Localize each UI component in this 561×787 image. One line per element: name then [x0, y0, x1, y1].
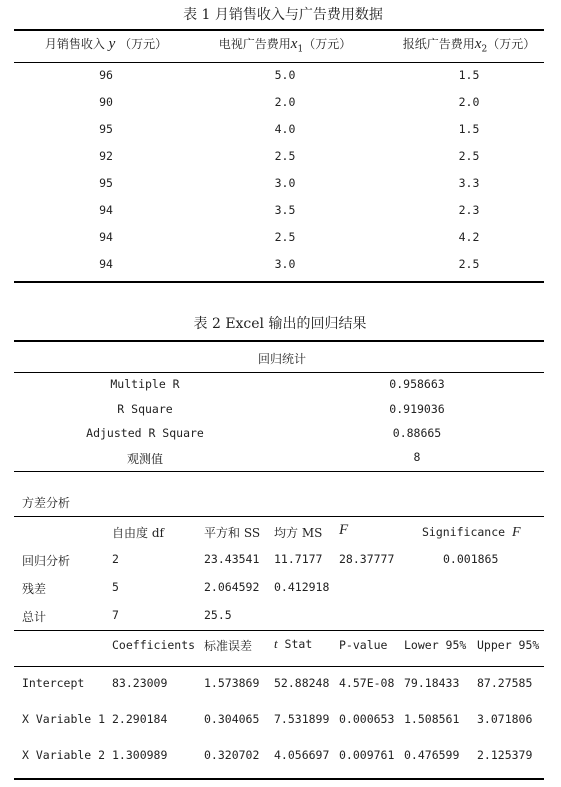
table-cell: 3.3 [458, 176, 480, 190]
table-cell: 94 [99, 230, 113, 244]
stat-value: 0.88665 [392, 426, 442, 440]
table-cell: 2.290184 [112, 712, 168, 726]
table-cell: 1.5 [458, 68, 480, 82]
table-cell: 0.476599 [404, 748, 460, 762]
table-cell: 2.0 [458, 95, 480, 109]
table2-title: 表 2 Excel 输出的回归结果 [193, 316, 367, 332]
table-cell: 0.001865 [443, 552, 499, 566]
table-cell: 79.18433 [404, 676, 460, 690]
coef-header-coefficients: Coefficients [112, 638, 196, 652]
coef-header-rule [14, 666, 544, 667]
table1-header-x1 [219, 35, 351, 54]
coef-header-upper: Upper 95% [477, 638, 540, 652]
header-x2-sub: 2 [481, 44, 488, 55]
anova-header-ms: 均方 MS [274, 526, 323, 540]
table-cell: 87.27585 [477, 676, 533, 690]
table-cell: 3.071806 [477, 712, 533, 726]
table1-header-x2 [403, 35, 535, 54]
stat-label: R Square [117, 402, 173, 416]
table-cell: 3.0 [274, 257, 296, 271]
table-cell: 0.000653 [339, 712, 395, 726]
header-y-unit: （万元） [119, 37, 168, 51]
anova-label: 方差分析 [22, 496, 71, 510]
table-cell: 83.23009 [112, 676, 168, 690]
table-cell: 2 [112, 552, 119, 566]
table-cell: 5.0 [274, 68, 296, 82]
anova-row-label: 残差 [22, 582, 47, 596]
table-cell: 28.37777 [339, 552, 395, 566]
header-x2-var: x [474, 36, 482, 52]
regression-stats-bottom-rule [14, 471, 544, 472]
header-y-label: 月销售收入 [44, 37, 105, 51]
table-cell: 4.2 [458, 230, 480, 244]
header-x1-sub: 1 [297, 44, 304, 55]
table-cell: 1.5 [458, 122, 480, 136]
table-cell: 23.43541 [204, 552, 260, 566]
table-cell: 0.412918 [274, 580, 330, 594]
stat-value: 0.919036 [389, 402, 445, 416]
table-cell: 4.056697 [274, 748, 330, 762]
stat-label: Adjusted R Square [86, 426, 204, 440]
table-cell: 7.531899 [274, 712, 330, 726]
regression-stats-rule [14, 372, 544, 373]
stat-label: Multiple R [110, 377, 180, 391]
table-cell: 7 [112, 608, 119, 622]
anova-header-ss: 平方和 SS [204, 526, 261, 540]
table2-bottom-rule [14, 778, 544, 780]
table2-top-rule [14, 340, 544, 342]
header-y-var: y [108, 36, 116, 52]
table-cell: 3.5 [274, 203, 296, 217]
header-x1-label: 电视广告费用 [218, 37, 291, 51]
table-cell: 90 [99, 95, 113, 109]
table-cell: 95 [99, 122, 113, 136]
anova-bottom-rule [14, 630, 544, 631]
table1-header-rule [14, 62, 544, 63]
table-cell: 5 [112, 580, 119, 594]
coef-header-pvalue: P-value [339, 638, 388, 652]
table-cell: 2.5 [458, 149, 480, 163]
stat-value: 8 [413, 450, 421, 464]
table1-bottom-rule [14, 281, 544, 283]
table-cell: 1.573869 [204, 676, 260, 690]
header-x2-unit: （万元） [487, 37, 536, 51]
anova-header-df: 自由度 df [112, 526, 164, 540]
regression-stats-header: 回归统计 [257, 352, 307, 366]
sig-f-text: Significance [422, 525, 513, 539]
header-x2-label: 报纸广告费用 [402, 37, 475, 51]
table-cell: 2.125379 [477, 748, 533, 762]
table-cell: 2.0 [274, 95, 296, 109]
table1-top-rule [14, 29, 544, 31]
sig-f-italic: F [512, 525, 521, 540]
stat-value: 0.958663 [389, 377, 445, 391]
table-cell: 25.5 [204, 608, 232, 622]
table-cell: 2.3 [458, 203, 480, 217]
table-cell: 4.0 [274, 122, 296, 136]
table-cell: 52.88248 [274, 676, 330, 690]
header-x1-unit: （万元） [303, 37, 352, 51]
table-cell: 92 [99, 149, 113, 163]
table-cell: 95 [99, 176, 113, 190]
table-cell: 1.300989 [112, 748, 168, 762]
coef-header-se: 标准误差 [204, 639, 253, 653]
coef-header-lower: Lower 95% [404, 638, 467, 652]
table-cell: 94 [99, 257, 113, 271]
anova-row-label: 回归分析 [22, 554, 71, 568]
table-cell: 11.7177 [274, 552, 323, 566]
table1-header-y [45, 35, 167, 53]
coef-row-label: Intercept [22, 676, 85, 690]
coef-row-label: X Variable 1 [22, 712, 106, 726]
table-cell: 2.5 [458, 257, 480, 271]
table-cell: 2.064592 [204, 580, 260, 594]
table-cell: 3.0 [274, 176, 296, 190]
table-cell: 0.009761 [339, 748, 395, 762]
coef-row-label: X Variable 2 [22, 748, 106, 762]
header-x1-var: x [290, 36, 298, 52]
table-cell: 94 [99, 203, 113, 217]
anova-top-rule [14, 516, 544, 517]
table-cell: 0.320702 [204, 748, 260, 762]
table-cell: 96 [99, 68, 113, 82]
stat-label: 观测值 [126, 452, 164, 466]
table-cell: 1.508561 [404, 712, 460, 726]
table-cell: 0.304065 [204, 712, 260, 726]
coef-header-tstat: t Stat [274, 636, 313, 651]
table-cell: 2.5 [274, 149, 296, 163]
anova-row-label: 总计 [22, 610, 47, 624]
table1-title: 表 1 月销售收入与广告费用数据 [183, 7, 383, 23]
anova-header-f: F [339, 522, 349, 538]
table-cell: 4.57E-08 [339, 676, 395, 690]
table-cell: 2.5 [274, 230, 296, 244]
anova-header-sig [422, 525, 521, 541]
